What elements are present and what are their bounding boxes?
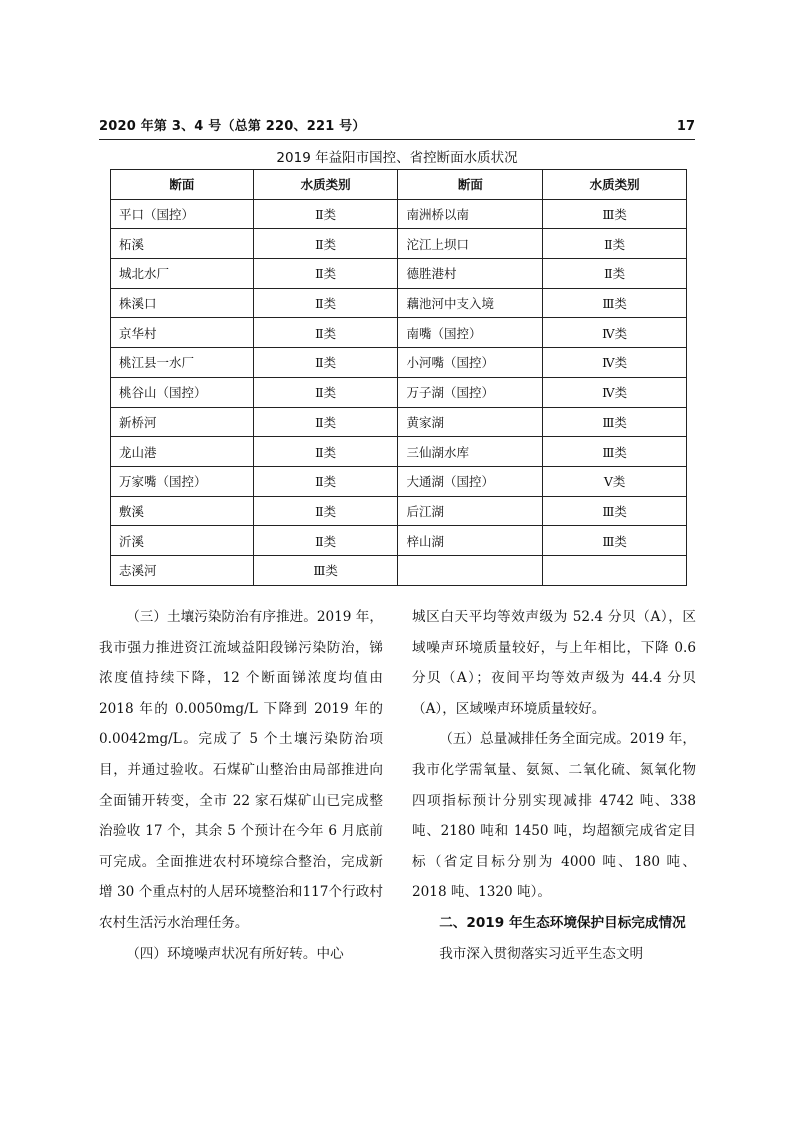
header-section: 断面 — [398, 170, 543, 200]
paragraph-section-body: 我市深入贯彻落实习近平生态文明 — [439, 945, 644, 962]
table-row — [111, 466, 687, 496]
table-row — [111, 348, 687, 378]
paragraph-lead: （三）土壤污染防治有序推进。 — [126, 609, 317, 625]
section-name-cell: 南洲桥以南 — [398, 199, 543, 229]
section-name-cell: 三仙湖水库 — [398, 437, 543, 467]
page-number: 17 — [676, 119, 695, 134]
water-class-cell: Ⅲ类 — [543, 526, 687, 556]
table-row — [111, 555, 687, 585]
section-name-cell: 梓山湖 — [398, 526, 543, 556]
water-class-cell: Ⅱ类 — [543, 259, 687, 289]
water-class-cell: Ⅳ类 — [543, 348, 687, 378]
water-class-cell: Ⅲ类 — [543, 288, 687, 318]
section-name-cell: 京华村 — [111, 318, 254, 348]
water-class-cell: Ⅱ类 — [253, 407, 398, 437]
paragraph-soil — [99, 602, 383, 939]
section-name-cell: 平口（国控） — [111, 199, 254, 229]
table-row — [111, 437, 687, 467]
section-name-cell: 大通湖（国控） — [398, 466, 543, 496]
section-name-cell: 沱江上坝口 — [398, 229, 543, 259]
section-name-cell: 南嘴（国控） — [398, 318, 543, 348]
table-header-row — [111, 170, 687, 200]
section-name-cell: 志溪河 — [111, 555, 254, 585]
paragraph-body: 中心 — [316, 945, 344, 962]
header-class: 水质类别 — [253, 170, 398, 200]
section-heading: 二、2019 年生态环境保护目标完成情况 — [439, 914, 686, 931]
paragraph-emission — [412, 724, 696, 908]
section-name-cell: 万家嘴（国控） — [111, 466, 254, 496]
water-class-cell: Ⅲ类 — [253, 555, 398, 585]
table-row — [111, 526, 687, 556]
paragraph-lead: （五）总量减排任务全面完成。 — [439, 731, 630, 748]
right-text-column — [412, 602, 696, 969]
section-name-cell: 敷溪 — [111, 496, 254, 526]
water-class-cell: Ⅱ类 — [253, 437, 398, 467]
table-title: 2019 年益阳市国控、省控断面水质状况 — [276, 150, 518, 166]
section-name-cell: 龙山港 — [111, 437, 254, 467]
water-class-cell: Ⅱ类 — [253, 229, 398, 259]
running-header — [99, 117, 695, 140]
section-name-cell: 城北水厂 — [111, 259, 254, 289]
section-name-cell: 黄家湖 — [398, 407, 543, 437]
water-class-cell: Ⅳ类 — [543, 318, 687, 348]
left-text-column — [99, 602, 383, 969]
water-class-cell: Ⅱ类 — [253, 288, 398, 318]
table-row — [111, 377, 687, 407]
section-name-cell: 柘溪 — [111, 229, 254, 259]
section-name-cell: 桃谷山（国控） — [111, 377, 254, 407]
table-row — [111, 288, 687, 318]
water-class-cell: Ⅴ类 — [543, 466, 687, 496]
water-class-cell: Ⅱ类 — [253, 496, 398, 526]
water-class-cell: Ⅱ类 — [543, 229, 687, 259]
journal-issue: 2020 年第 3、4 号（总第 220、221 号） — [99, 119, 366, 134]
section-name-cell: 小河嘴（国控） — [398, 348, 543, 378]
water-class-cell: Ⅱ类 — [253, 318, 398, 348]
section-name-cell: 沂溪 — [111, 526, 254, 556]
section-name-cell: 万子湖（国控） — [398, 377, 543, 407]
section-name-cell — [398, 555, 543, 585]
header-class: 水质类别 — [543, 170, 687, 200]
water-class-cell: Ⅲ类 — [543, 496, 687, 526]
section-name-cell: 藕池河中支入境 — [398, 288, 543, 318]
paragraph-noise — [99, 939, 383, 970]
water-class-cell: Ⅲ类 — [543, 407, 687, 437]
table-row — [111, 199, 687, 229]
section-name-cell: 德胜港村 — [398, 259, 543, 289]
paragraph-lead: （四）环境噪声状况有所好转。 — [126, 945, 317, 962]
water-quality-table — [110, 169, 687, 586]
table-row — [111, 496, 687, 526]
paragraph-body: 2019 年，我市化学需氧量、氨氮、二氧化硫、氮氧化物四项指标预计分别实现减排 4742 吨、338 吨、2180 吨和 1450 吨，均超额完成省定目标（省定目标分别为 4000 吨、180 吨、2018 吨、1320 吨）。 — [412, 731, 696, 901]
section-name-cell: 后江湖 — [398, 496, 543, 526]
water-class-cell — [543, 555, 687, 585]
section-name-cell: 新桥河 — [111, 407, 254, 437]
table-row — [111, 229, 687, 259]
water-class-cell: Ⅳ类 — [543, 377, 687, 407]
water-class-cell: Ⅲ类 — [543, 199, 687, 229]
header-section: 断面 — [111, 170, 254, 200]
table-row — [111, 259, 687, 289]
section-name-cell: 株溪口 — [111, 288, 254, 318]
table-row — [111, 407, 687, 437]
water-class-cell: Ⅲ类 — [543, 437, 687, 467]
water-class-cell: Ⅱ类 — [253, 259, 398, 289]
paragraph-noise-continued: 城区白天平均等效声级为 52.4 分贝（A），区域噪声环境质量较好，与上年相比，下降 0.6 分贝（A）；夜间平均等效声级为 44.4 分贝（A），区域噪声环境质量较好。 — [412, 609, 696, 717]
section-name-cell: 桃江县一水厂 — [111, 348, 254, 378]
water-class-cell: Ⅱ类 — [253, 377, 398, 407]
table-row — [111, 318, 687, 348]
water-class-cell: Ⅱ类 — [253, 466, 398, 496]
water-class-cell: Ⅱ类 — [253, 199, 398, 229]
water-class-cell: Ⅱ类 — [253, 348, 398, 378]
paragraph-body: 2019 年，我市强力推进资江流域益阳段锑污染防治，锑浓度值持续下降，12 个断面锑浓度均值由 2018 年的 0.0050mg/L 下降到 2019 年的 0.0042mg/L。完成了 5 个土壤污染防治项目，并通过验收。石煤矿山整治由局部推进向全面铺开转变，全市 22 家石煤矿山已完成整治验收 17 个，其余 5 个预计在今年 6 月底前可完成。全面推进农村环境综合整治，完成新增 30 个重点村的人居环境整治和117个行政村农村生活污水治理任务。 — [99, 609, 383, 931]
water-class-cell: Ⅱ类 — [253, 526, 398, 556]
